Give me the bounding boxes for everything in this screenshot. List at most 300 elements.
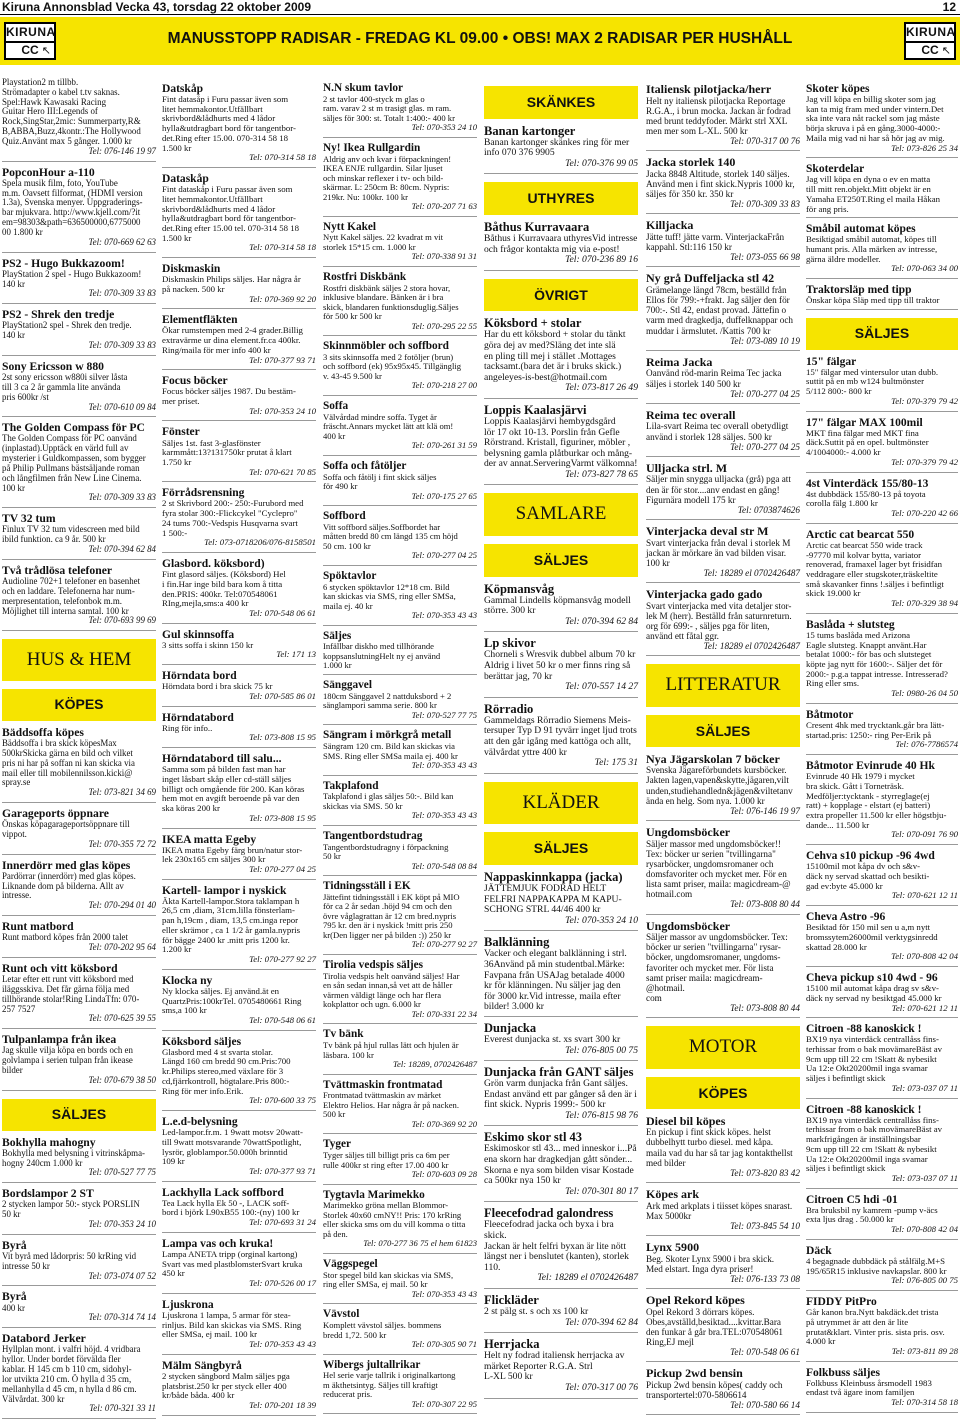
ad-title: 4st Vinterdäck 155/80-13	[806, 477, 929, 490]
ad-phone: Tel: 18289 el 0702426487	[703, 567, 800, 578]
ad-body: Focus böcker säljes 1987. Du bestäm- mer priset.	[162, 386, 296, 407]
ad-phone: Tel: 070-301 80 17	[565, 1185, 638, 1197]
classified-ad	[323, 511, 477, 566]
ad-divider	[323, 505, 477, 506]
ad-column-3	[323, 78, 477, 1414]
ad-phone: Tel: 070-314 58 18	[891, 1397, 958, 1408]
ad-body: Jag vill köpa en billig skoter som jag kan ta mig fram med under vintern.Det ska inte vara nåt rackel som jag måste börja skruva i på en gång.3000-4000:- Maila mig vad ni har så hör jag av mig.	[806, 94, 945, 143]
ad-divider	[323, 1354, 477, 1355]
ad-divider	[646, 820, 800, 821]
ad-divider	[162, 1415, 316, 1416]
ad-phone: Tel: 070-600 33 75	[249, 1095, 316, 1106]
ad-body: 2 st tavlor 400-styck m glas o ram. varav 2 st m trasigt glas. m ram. säljes för 300: st. Totalt 1:400:- 400 kr	[323, 93, 455, 123]
ad-title: Småbil automat köpes	[806, 223, 916, 236]
section-heading: SÄLJES	[646, 715, 800, 747]
ad-title: Rostfri Diskbänk	[323, 270, 407, 283]
ad-title: Sony Ericsson w 880	[2, 359, 105, 373]
ad-title: Cheva pickup s10 4wd - 96	[806, 972, 938, 985]
ad-body: Infällbar diskho med tillhörande koppsanslutningHelt ny ej använd 1.000 kr	[323, 641, 441, 671]
ad-body: Säljer massor med ungdomsböcker!! Tex: böcker ur serien "tvillingarna" rysarböcker, ungdomsromaner och domsfavoriter och mycket mer. För en lista samt priser, maila: magicdream-@ hotmail.com	[646, 838, 791, 900]
classified-ad	[162, 314, 316, 370]
ad-title: Sängram i mörkgrå metall	[323, 729, 452, 742]
classified-ad	[484, 1066, 638, 1126]
ad-phone: Tel: 070-394 62 84	[88, 544, 156, 555]
ad-title: Tangentbordstudrag	[323, 829, 423, 842]
classified-ad	[323, 1029, 477, 1074]
ad-title: Sänggavel	[323, 678, 372, 691]
ad-divider	[2, 630, 156, 631]
classified-ad	[806, 1296, 958, 1362]
ad-body: Bra bruksbil ny kamrem -pump v-äcs exta ljus drag . 50.000 kr	[806, 1204, 938, 1225]
classified-ad	[2, 963, 156, 1029]
classified-ad	[646, 1188, 800, 1236]
ad-title: Tirolia vedspis säljes	[323, 958, 424, 971]
ad-phone: Tel: 070-236 89 16	[565, 254, 638, 266]
ad-divider	[162, 706, 316, 707]
ad-divider	[162, 1181, 316, 1182]
ad-divider	[646, 1235, 800, 1236]
ad-phone: Tel: 070-610 09 84	[88, 401, 156, 412]
ad-divider	[2, 1090, 156, 1091]
ad-title: Dataskåp	[162, 173, 209, 186]
ad-divider	[162, 1110, 316, 1111]
ad-phone: Tel: 070-376 99 05	[565, 157, 638, 169]
ad-phone: Tel: 070-585 86 01	[249, 690, 316, 701]
ad-divider	[162, 664, 316, 665]
ad-phone: Tel: 070-309 33 83	[88, 340, 156, 351]
ad-body: Aldrig anv och kvar i förpackningen! IKEA ENJE rullgardin. Silar ljuset och minskar reflexer i tv- och bild- skärmar. L: 250cm B: 80cm. Nypris: 219kr. Nu: 100kr. 100 kr	[323, 153, 452, 202]
ad-title: Hörndata bord	[162, 670, 237, 683]
ad-title: Vinterjacka deval str M	[646, 523, 769, 538]
classified-ad	[323, 881, 477, 955]
ad-divider	[323, 1253, 477, 1254]
ad-body: Opel Rekord 3 dörrars köpes. Obes,avställd,besiktad....kvittar.Bara den funkar å går bra.TEL:070548061 Ring,EJ mejl	[646, 1306, 784, 1347]
ad-title: Eskimo skor stl 43	[484, 1130, 583, 1145]
ad-phone: Tel: 070-693 99 69	[88, 615, 156, 626]
ad-divider	[484, 773, 638, 774]
ad-body: Takplafond i glas säljes 50:-. Bild kan skickas via SMS. 50 kr	[323, 791, 454, 811]
ad-divider	[484, 173, 638, 174]
ad-phone: Tel: 070-309 33 83	[88, 492, 156, 503]
ad-title: PopconHour a-110	[2, 165, 95, 179]
deadline-banner-text: MANUSSTOPP RADISAR - FREDAG KL 09.00 • OBS! MAX 2 RADISAR PER HUSHÅLL	[167, 30, 793, 47]
ad-phone: Tel: 070-377 93 71	[249, 354, 316, 365]
ad-divider	[323, 1023, 477, 1024]
section-heading: LITTERATUR	[646, 664, 800, 706]
ad-column-4	[484, 78, 638, 1399]
ad-title: Reima Jacka	[646, 354, 713, 369]
ad-divider	[2, 854, 156, 855]
ad-divider	[2, 559, 156, 560]
ad-body: Hörndata bord i bra skick 75 kr	[162, 681, 273, 692]
ad-body: Välvårdad mindre soffa. Tyget är fräscht.Annars mycket lätt att klä om! 400 kr	[323, 411, 454, 441]
ad-divider	[806, 1188, 958, 1189]
ad-phone: Tel: 076-7786574	[895, 739, 958, 750]
ad-body: Bokhylla med belysning i vitrinskåpma- hogny 240cm 1.000 kr	[2, 1147, 145, 1168]
ad-phone: Tel: 070-379 79 42	[891, 456, 958, 467]
classified-ad	[806, 1245, 958, 1291]
ad-body: Fint glasord säljes. (Köksbord) Hel i fin.Har inge bild bara kom å titta den.PRIS: 400kr. Tel:070548061 RIng,mejla,sms:a 400 kr	[162, 569, 286, 609]
ad-phone: Tel: 076-146 19 97	[730, 805, 800, 816]
ad-body: Pardörrar (innerdörr) med glas köpes. Liknande dom på bilderna. Allt av intresse.	[2, 870, 136, 901]
ad-body: Tangentbordstudragny i förpackning 50 kr	[323, 841, 449, 862]
ad-divider	[323, 335, 477, 336]
classified-ad	[484, 1131, 638, 1202]
ad-body: Spela musik film, foto, YouTube m.m. Oavsett filformat, (HDMI version 1.3a), Svenska menyer. Uppgraderings- bar mjukvara. http://www.kjell.com/?it em=98303&path=636500000,6775000 00 1.800 kr	[2, 177, 143, 237]
classified-ad	[484, 637, 638, 697]
ad-phone: Tel: 070-808 42 04	[891, 1224, 958, 1235]
ad-title: Fönster	[162, 426, 200, 439]
logo-text-bottom: CC	[921, 43, 939, 57]
ad-body: Playstation2 m tillbb. Strömadapter o kabel t.tv saknas. Spel:Hawk Kawasaki Racing Guitar Hero III:Legends of Rock,SingStar,2mic: Summerparty,R& B,ABBA,Buzz,4kontr.:The Hollywood Quiz.Använt max 5 gånger. 1.000 kr	[2, 77, 141, 146]
ad-phone: Tel: 0703874626	[737, 504, 800, 515]
ad-title: Ny grå Duffeljacka stl 42	[646, 271, 775, 286]
ad-title: Köpmansvåg	[484, 581, 555, 596]
ad-title: Takplafond	[323, 779, 379, 792]
ad-divider	[806, 411, 958, 412]
ad-title: IKEA matta Egeby	[162, 833, 257, 846]
classified-ad	[806, 709, 958, 755]
ad-phone: Tel: 070-603 09 28	[411, 1169, 477, 1180]
ad-phone: Tel: 070-353 24 10	[565, 914, 638, 926]
classified-ad	[323, 781, 477, 826]
ad-body: Fint datasåp i Furu passar även som litet hemmakontor.Utfällbart skrivbord&lådhurts med 4 lådor hylla&utdragbart bord för tangentbor- det.Ring efter 15.00. 070-314 58 18 1.500 kr	[162, 94, 296, 153]
ad-phone: Tel: 073-037 07 11	[891, 1082, 958, 1093]
ad-phone: Tel: 070-394 62 84	[565, 1316, 638, 1328]
ad-title: Italiensk pilotjacka/herr	[646, 82, 772, 96]
ad-title: Skoterdelar	[806, 163, 865, 176]
section-heading: SÄLJES	[2, 1099, 156, 1131]
classified-ad	[2, 167, 156, 253]
ad-body: Chorneli s Wresvik dubbel album 70 kr Aldrig i livet 50 kr o mer finns ring så berättar jag, 70 kr	[484, 649, 636, 682]
ad-body: Gammeldags Rörradio Siemens Meis- tersuper Typ D 91 tyvärr inget ljud trots att den går igång med kattöga och allt, välvårdat yttre 400 kr	[484, 714, 637, 758]
classified-ad	[2, 1034, 156, 1090]
ad-divider	[323, 1074, 477, 1075]
ad-title: Garageports öppnare	[2, 807, 109, 820]
ad-divider	[323, 216, 477, 217]
section-heading: HUS & HEM	[2, 639, 156, 681]
ad-body: Fleecefodrad jacka och byxa i bra skick. Jackan är helt felfri byxan är lite nött längst ner i benslutet (kanten), storlek 110.	[484, 1219, 629, 1273]
ad-phone: Tel: 070-557 14 27	[565, 681, 638, 693]
ad-title: Tvättmaskin frontmatad	[323, 1078, 443, 1091]
ad-title: Databord Jerker	[2, 1332, 86, 1346]
ad-divider	[323, 674, 477, 675]
ad-title: Nappaskinnkappa (jacka)	[484, 869, 623, 884]
ad-body: Båthus i Kurravaara uthyresVid intresse och frågor kontakta mig via e-post!	[484, 232, 638, 255]
section-heading: ÖVRIGT	[484, 279, 638, 312]
ad-body: 3 sits skinnsoffa med 2 fotöljer (brun) och soffbord (ek) 95x95x45. Tillgänglig v. 43-45 9.500 kr	[323, 351, 462, 381]
ad-body: Diskmaskin Philips säljes. Har några år på nacken. 500 kr	[162, 274, 301, 294]
ad-title: Dunjacka	[484, 1020, 537, 1035]
classified-ad	[162, 1036, 316, 1111]
ad-phone: Tel: 070-369 92 20	[411, 1118, 477, 1129]
ad-divider	[323, 1133, 477, 1134]
classified-ad	[2, 1240, 156, 1287]
ad-title: Diesel bil köpes	[646, 1113, 726, 1128]
classified-ad	[323, 222, 477, 267]
ad-phone: Tel: 070-548 08 84	[411, 860, 477, 871]
ad-divider	[806, 157, 958, 158]
classified-ad	[2, 258, 156, 305]
ad-title: Banan kartonger	[484, 123, 576, 138]
classified-ad	[806, 1194, 958, 1240]
section-heading: KÖPES	[646, 1077, 800, 1109]
ad-body: Ökar rumstempen med 2-4 grader.Billig extravärme ur dina element.fr.ca 400kr. Ring/maila för mer info 400 kr	[162, 325, 303, 355]
classified-ad	[323, 1309, 477, 1354]
ad-title: Vinterjacka gado gado	[646, 587, 763, 602]
ad-body: Frontmatad tvättmaskin av märket Elektro Helios. Har några år på nacken. 500 kr	[323, 1090, 460, 1120]
ad-title: Soffa	[323, 399, 349, 412]
classified-ad	[162, 712, 316, 748]
ad-body: Jag vill köpa en dyna o ev en matta till mitt ren.objekt.Mitt objekt är en Yamaha ET250T.Ring el maila Håkan för ang pris.	[806, 174, 941, 214]
ad-body: Ljuskrona 1 lampa, 5 armar för stea- rinljus. Bild kan skickas via SMS. Ring eller SMSa, ej mail. 100 kr	[162, 1309, 302, 1340]
ad-body: JÄTTEMJUK FODRAD HELT FELFRI NAPPAKAPPA M KAPU- SCHONG STRL 44/46 400 kr	[484, 882, 622, 916]
ad-divider	[806, 1098, 958, 1099]
ad-body: Led-lampor.fr.m. 1 9watt motsv 20watt- till 9watt motsvarande 70wattSpotlight, lysrör, globlampor.50.000h brinntid 109 kr	[162, 1127, 303, 1167]
ad-title: Innerdörr med glas köpes	[2, 858, 131, 872]
ad-body: Sängram 120 cm. Bild kan skickas via SMS. Ring eller SMSa maila ej. 400 kr	[323, 741, 458, 761]
classified-ad	[323, 831, 477, 876]
classified-ad	[323, 401, 477, 456]
classified-ad	[2, 1188, 156, 1235]
ad-body: 180cm Sänggavel 2 nattduksbord + 2 sänglampori samma serie. 800 kr	[323, 690, 452, 711]
ad-body: PlayStation 2 spel - Hugo Bukkazoom! 140 kr	[2, 268, 142, 289]
ad-body: Har du ett köksbord + stolar du tänkt göra dej av med?Släng det inte slä en pling till mej i stället .Mottages tacksamt.(bara det är i bruks skick.) angeleyes-is-best@hotmail.com	[484, 329, 626, 383]
ad-title: Byrå	[2, 1238, 27, 1252]
ad-phone: Tel: 073-845 54 10	[730, 1220, 800, 1231]
ad-title: Bordslampor 2 ST	[2, 1187, 94, 1201]
ad-body: Svart vinterjacka med vita detaljer stor- lek M (herr). Beställd från saturnreturn. org för 699:- , säljes pga för liten, använd ett fåtal ggr.	[646, 600, 792, 642]
ad-title: Glasbord. köksbord)	[162, 558, 265, 571]
ad-title: Herrjacka	[484, 1337, 540, 1352]
classified-ad	[2, 78, 156, 162]
ad-title: Tidningsställ i EK	[323, 880, 411, 893]
classified-ad	[646, 409, 800, 457]
ad-title: Folkbuss säljes	[806, 1366, 881, 1379]
ad-title: Citroen C5 hdi -01	[806, 1193, 898, 1206]
ad-divider	[323, 875, 477, 876]
ad-phone: Tel: 070-277 04 25	[249, 863, 316, 874]
ad-divider	[323, 455, 477, 456]
ad-body: Tyger säljes till billigt pris ca 6m per rulle 400kr st ring efter 17.00 400 kr	[323, 1150, 450, 1170]
ad-divider	[162, 1354, 316, 1355]
classified-ad	[162, 834, 316, 880]
ad-phone: Tel: 073-808 80 44	[730, 1003, 800, 1014]
ad-divider	[162, 1293, 316, 1294]
classified-ad	[323, 272, 477, 336]
ad-title: Cehva s10 pickup -96 4wd	[806, 850, 935, 863]
ad-body: Jätte tuff! jätte varm. VinterjackaFrån kappahl. Stl:116 150 kr	[646, 231, 785, 253]
ad-divider	[646, 350, 800, 351]
ad-title: Baslåda + slutsteg	[806, 618, 895, 631]
ad-title: Fleecefodrad galondress	[484, 1206, 614, 1221]
ad-body: Cresent 4hk med trycktank.går bra lätt- startad.pris: 1250:- ring Per-Erik på	[806, 719, 945, 740]
classified-ad	[646, 356, 800, 404]
ad-divider	[2, 1234, 156, 1235]
ad-phone: Tel: 070-294 01 40	[88, 900, 156, 911]
classified-ad	[806, 163, 958, 218]
ad-divider	[2, 1418, 156, 1419]
classified-ad	[806, 972, 958, 1018]
ad-title: Båtmotor	[806, 708, 854, 721]
ad-body: Vit byrå med lådorpris: 50 krRing vid intresse 50 kr	[2, 1250, 137, 1271]
ad-body: Nytt Kakel säljes. 22 kvadrat m vit storlek 15*15 cm. 1.000 kr	[323, 232, 444, 252]
page-number: 12	[942, 0, 956, 14]
ad-divider	[2, 355, 156, 356]
ad-divider	[646, 213, 800, 214]
ad-divider	[484, 697, 638, 698]
ad-divider	[646, 1361, 800, 1362]
ad-divider	[806, 309, 958, 310]
ad-body: 400 kr	[2, 1302, 25, 1313]
ad-divider	[323, 775, 477, 776]
ad-title: Lampa vas och kruka!	[162, 1237, 274, 1250]
cursor-icon: ↖	[41, 45, 51, 57]
ad-divider	[806, 754, 958, 755]
classified-ad	[2, 921, 156, 958]
ad-divider	[2, 1327, 156, 1328]
classified-ad	[646, 1367, 800, 1415]
ad-phone: Tel: 18289, 0702426487	[393, 1059, 477, 1070]
ad-phone: Tel: 070-309 33 83	[88, 288, 156, 299]
kiruna-cc-logo	[904, 22, 956, 60]
ad-divider	[323, 137, 477, 138]
ad-title: Ulljacka strl. M	[646, 460, 728, 475]
classified-ad	[323, 461, 477, 506]
classified-ad	[323, 680, 477, 725]
ad-body: Hyllplan mont. i valfri höjd. 4 vridbara hyllor. Under bordet förvälda fler kablar. H 145 cm b 110 cm, sidohyl- lor utvikta 210 cm. Ö hylla d 35 cm, mellanhylla d 45 cm, n hylla d 86 cm. Välvårdat. 300 kr	[2, 1344, 141, 1404]
ad-phone: Tel: 070-379 79 42	[891, 395, 958, 406]
ad-divider	[2, 802, 156, 803]
ad-body: Vitt soffbord säljes.Soffbordet har måtten bredd 80 cm längd 135 cm höjd 50 cm. 100 kr	[323, 521, 458, 551]
ad-body: Jacka 8848 Altitude, storlek 140 säljes. Använd men i fint skick.Nypris 1000 kr, säljes för 350 kr. 350 kr	[646, 168, 795, 200]
classified-ad	[484, 404, 638, 486]
ad-divider	[162, 308, 316, 309]
ad-phone: Tel: 070-277 92 27	[411, 939, 477, 950]
ad-divider	[2, 416, 156, 417]
classified-ad	[2, 361, 156, 417]
ad-title: Nya Jägarskolan 7 böcker	[646, 751, 780, 766]
ad-column-2	[162, 78, 316, 1416]
ad-divider	[806, 523, 958, 524]
ad-phone: Tel: 175 31	[594, 757, 638, 769]
ad-body: Bäddsoffa i bra skick köpesMax 500krSkicka gärna en bild och vilket pris ni har på soffan ni kan skicka via mail eller till mobilennilsson.kicki@ spray.se	[2, 738, 135, 788]
classified-ad	[162, 263, 316, 309]
classified-ad	[806, 284, 958, 310]
ad-title: Köksbord + stolar	[484, 316, 582, 331]
ad-phone: Tel: 070-295 22 55	[411, 320, 477, 331]
ad-phone: Tel: 070-353 24 10	[411, 122, 477, 133]
header-rule	[0, 14, 960, 15]
classified-ad	[646, 219, 800, 267]
ad-body: Tea Lack hylla Ek 50 -, LACK soff- bord i björk L90xB55 100:-(ny) 100 kr	[162, 1197, 300, 1218]
ad-title: Lp skivor	[484, 636, 536, 651]
classified-ad	[2, 808, 156, 855]
ad-phone: Tel: 073-089 10 19	[730, 335, 800, 346]
ad-title: Tyger	[323, 1138, 352, 1151]
classified-ad	[484, 1022, 638, 1061]
ad-body: 6 stycken spöktavlor 12*18 cm. Bild kan skickas via SMS, ring eller SMSa, maila ej. 40 kr	[323, 581, 456, 611]
ad-divider	[162, 747, 316, 748]
ad-body: 2 st pälg st. s och xs 100 kr	[484, 1306, 589, 1317]
ad-title: L.e.d-belysning	[162, 1116, 238, 1129]
ad-body: Eskimoskor stl 43... med inneskor i...På ena skorn har dragkedjan gått sönder... Skorna e nya som bilden visar Kostade ca 500kr nya 150 kr	[484, 1143, 637, 1187]
classified-ad	[162, 1116, 316, 1182]
ad-title: Skinnmöbler och soffbord	[323, 340, 449, 353]
classified-ad	[806, 529, 958, 614]
ad-phone: Tel: 073-827 78 65	[565, 468, 638, 480]
ad-divider	[323, 395, 477, 396]
ad-body: 15 tums baslåda med Arizona Eagle slutsteg. Knappt använt.Har betalat 1000:- för bas och slutsteget köpte jag nytt för 1600:-. Säljer det för 2000:- p.g.a tappat intresse. Intresserad? Ring eller sms.	[806, 629, 948, 689]
ad-title: Tulpanlampa från ikea	[2, 1033, 117, 1047]
ad-divider	[2, 161, 156, 162]
ad-divider	[806, 1239, 958, 1240]
ad-body: Säljer min snygga ulljacka (grå) pga att den är för stor....anv endast en gång! Figurnära modell 175 kr	[646, 474, 791, 505]
ad-title: Opel Rekord köpes	[646, 1292, 745, 1307]
ad-divider	[646, 914, 800, 915]
ad-body: Everest dunjacka st. xs svart 300 kr	[484, 1033, 621, 1045]
ad-body: Önskar köpa Släp med tipp till traktor	[806, 295, 940, 306]
ad-body: The Golden Compass för PC oanvänd (inplastad).Upptäck en värld full av mysterier i Guldkompassen, som bygger på Philip Pullmans bästsäljande roman och långfilmen från New Line Cinema. 100 kr	[2, 433, 146, 493]
ad-body: Svart vinterjacka från deval i storlek M jackan är mörkare än vad bilden visar. 100 kr	[646, 537, 791, 568]
classified-ad	[2, 1333, 156, 1419]
ad-phone: Tel: 070-277 04 25	[730, 441, 800, 452]
ad-phone: Tel: 073-826 25 34	[891, 142, 958, 153]
ad-body: Äkta Kartell-lampor.Stora taklampan h 26,5 cm ,diam, 31cm.lilla fönsterlam- pan h,19cm , diam, 13,5 cm.inga repor eller skrämor , ca 1 1/2 år gamla.nypris för bägge 2400 kr .mitt pris 1200 kr. 1.200 kr	[162, 895, 301, 955]
classified-ad	[646, 83, 800, 151]
logo-text-top: KIRUNA	[906, 24, 954, 43]
classified-ad	[2, 860, 156, 916]
ad-divider	[646, 519, 800, 520]
section-heading: SAMLARE	[484, 493, 638, 536]
ad-divider	[484, 484, 638, 485]
ad-body: Beg. Skoter Lynx 5900 i bra skick. Med elstart. Inga dyra priser!	[646, 1253, 775, 1274]
ad-phone: Tel: 070-353 43 43	[411, 1288, 477, 1299]
ad-divider	[323, 565, 477, 566]
classified-ad	[162, 1187, 316, 1233]
ad-title: Citroen -88 kanoskick !	[806, 1023, 922, 1036]
ad-phone: Tel: 070-314 74 14	[88, 1312, 156, 1323]
ad-title: N.N skum tavlor	[323, 82, 404, 94]
classified-ad	[323, 960, 477, 1024]
ad-phone: Tel: 070-621 70 85	[249, 466, 316, 477]
ad-title: FIDDY PitPro	[806, 1296, 877, 1309]
ad-body: IKEA matta Egeby färg brun/natur stor- lek 230x165 cm säljes 300 kr	[162, 844, 303, 865]
ad-body: Samma som på bilden fast man har inget låsbart skåp eller cd-ställ säljes billigt och omgående för 200. Kan köras hem mot en avgift beroende på var den ska köras 200 kr	[162, 764, 305, 814]
ad-title: Ungdomsböcker	[646, 918, 731, 933]
ad-phone: Tel: 070-527 77 75	[88, 1167, 156, 1178]
ad-phone: Tel: 070-548 06 61	[730, 1347, 800, 1358]
ad-phone: Tel: 171 13	[276, 649, 316, 660]
ad-title: Byrå	[2, 1290, 27, 1304]
ad-title: Båthus Kurravaara	[484, 219, 590, 234]
ad-body: Banan kartonger skänkes ring för mer info 070 376 9905	[484, 136, 630, 159]
ad-divider	[484, 631, 638, 632]
ad-body: Besiktad för 150 mil sen u a,m nytt bromssytem26000mil verktygsinredd skattad 28.000 kr	[806, 922, 938, 952]
ad-divider	[323, 1303, 477, 1304]
classified-ad	[646, 920, 800, 1019]
ad-body: Jag skulle vilja köpa en bords och en golvlampa i serien tulpan från ikease bilder	[2, 1045, 133, 1076]
ad-title: Tygtavla Marimekko	[323, 1188, 425, 1201]
newspaper-header-title: Kiruna Annonsblad Vecka 43, torsdag 22 oktober 2009	[2, 0, 311, 14]
ad-body: Lampa ANETA tripp (orginal kartong) Svart vas med plastblomsterSvart kruka 450 kr	[162, 1248, 303, 1279]
ad-body: Soffa och fåtölj i fint skick säljes för 490 kr	[323, 471, 437, 492]
ad-title: Mälm Sängbyrå	[162, 1359, 242, 1372]
ad-phone: Tel: 070-353 43 43	[411, 610, 477, 621]
ad-phone: Tel: 070-277 04 25	[411, 550, 477, 561]
classified-ad	[806, 850, 958, 906]
ad-title: 15" fälgar	[806, 355, 857, 368]
